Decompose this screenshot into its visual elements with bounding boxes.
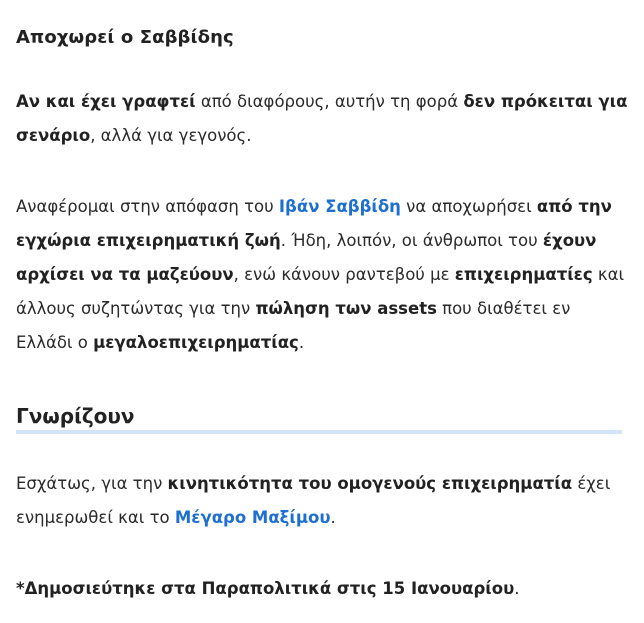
paragraph-decision	[16, 190, 628, 360]
bold-text: επιχειρηματίες	[454, 265, 593, 284]
subheading: Γνωρίζουν	[16, 404, 135, 428]
link-ivan-savvidis[interactable]: Ιβάν Σαββίδη	[278, 197, 401, 216]
bold-text: δεν πρόκειται για σενάριο	[16, 92, 628, 145]
paragraph-maximos	[16, 467, 628, 535]
text: . Ήδη, λοιπόν, οι άνθρωποι του	[280, 231, 543, 250]
text: Εσχάτως, για την	[16, 474, 168, 493]
article-title: Αποχωρεί ο Σαββίδης	[16, 27, 234, 48]
text: .	[330, 508, 336, 527]
text: από διαφόρους, αυτήν τη φορά	[195, 92, 464, 111]
bold-text: πώληση των assets	[255, 299, 437, 318]
text: Αναφέρομαι στην απόφαση του	[16, 197, 279, 216]
paragraph-intro	[16, 85, 628, 153]
text: .	[514, 579, 520, 598]
text: που διαθέτει εν Ελλάδι ο	[16, 299, 571, 352]
subheading-block	[16, 402, 624, 434]
bold-text: μεγαλοεπιχειρηματίας	[93, 333, 299, 352]
bold-text: Αν και έχει γραφτεί	[16, 92, 196, 111]
footnote-text: *Δημοσιεύτηκε στα Παραπολιτικά στις 15 Ιανουαρίου	[16, 579, 515, 598]
text: έχει ενημερωθεί και το	[16, 474, 611, 527]
text: , ενώ κάνουν ραντεβού με	[233, 265, 455, 284]
subheading-underline	[16, 430, 622, 434]
text: και άλλους συζητώντας για την	[16, 265, 625, 318]
text: .	[298, 333, 305, 352]
text: να αποχωρήσει	[400, 197, 537, 216]
bold-text: έχουν αρχίσει να τα μαζεύουν	[16, 231, 597, 284]
link-megaro-maximou[interactable]: Μέγαρο Μαξίμου	[174, 508, 331, 527]
text: , αλλά για γεγονός.	[90, 126, 252, 145]
bold-text: κινητικότητα του ομογενούς επιχειρηματία	[167, 474, 573, 493]
footnote	[16, 572, 628, 606]
bold-text: από την εγχώρια επιχειρηματική ζωή	[16, 197, 612, 250]
